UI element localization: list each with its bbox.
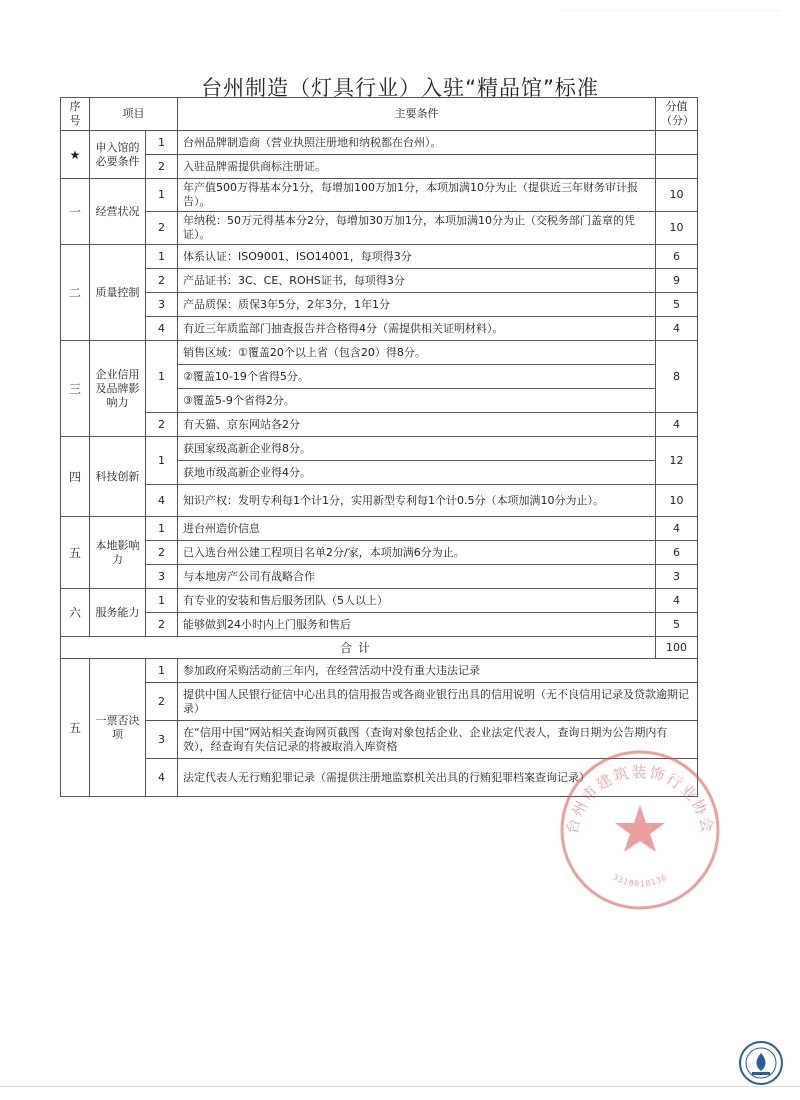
row-score: [656, 155, 698, 179]
header-score: 分值（分）: [656, 98, 698, 131]
veto-row-condition: 在“信用中国”网站相关查询网页截图（查询对象包括企业、企业法定代表人，查询日期为公告期内有效），经查询有失信记录的将被取消入库资格: [178, 721, 698, 759]
table-row: [61, 485, 698, 517]
veto-category: 一票否决项: [90, 659, 146, 797]
row-condition: 已入选台州公建工程项目名单2分/家，本项加满6分为止。: [178, 541, 656, 565]
table-row: [61, 565, 698, 589]
header-condition: 主要条件: [178, 98, 656, 131]
total-label: 合计: [61, 637, 656, 659]
row-number: 2: [146, 155, 178, 179]
row-condition: 与本地房产公司有战略合作: [178, 565, 656, 589]
footer-line: [0, 1086, 800, 1087]
table-row: [61, 517, 698, 541]
row-score: 9: [656, 269, 698, 293]
row-number: 1: [146, 341, 178, 413]
row-number: 4: [146, 485, 178, 517]
table-row: [61, 179, 698, 212]
row-number: 3: [146, 293, 178, 317]
row-score: 10: [656, 179, 698, 212]
total-row: [61, 637, 698, 659]
row-number: 2: [146, 269, 178, 293]
row-number: 2: [146, 413, 178, 437]
row-score: 6: [656, 541, 698, 565]
page-title: 台州制造（灯具行业）入驻“精品馆”标准: [201, 76, 599, 100]
table-row: [61, 613, 698, 637]
seal-text: 台州市建筑装饰行业协会: [562, 763, 718, 836]
row-condition: 能够做到24小时内上门服务和售后: [178, 613, 656, 637]
row-condition: 产品证书：3C、CE、ROHS证书，每项得3分: [178, 269, 656, 293]
table-row: [61, 413, 698, 437]
header-seq: 序号: [61, 98, 90, 131]
section-seq: 六: [61, 589, 90, 637]
veto-row-number: 3: [146, 721, 178, 759]
table-row: [61, 437, 698, 461]
section-seq: 五: [61, 517, 90, 589]
row-condition: 有近三年质监部门抽查报告并合格得4分（需提供相关证明材料）。: [178, 317, 656, 341]
row-number: 1: [146, 179, 178, 212]
table-row: [61, 245, 698, 269]
row-condition: 产品质保：质保3年5分，2年3分，1年1分: [178, 293, 656, 317]
row-score: 12: [656, 437, 698, 485]
section-category: 经营状况: [90, 179, 146, 245]
row-score: 4: [656, 317, 698, 341]
table-row: [61, 293, 698, 317]
row-score: 10: [656, 485, 698, 517]
table-row: [61, 131, 698, 155]
row-number: 1: [146, 589, 178, 613]
row-score: 4: [656, 589, 698, 613]
row-score: 5: [656, 293, 698, 317]
total-score: 100: [656, 637, 698, 659]
veto-row-condition: 提供中国人民银行征信中心出具的信用报告或各商业银行出具的信用说明（无不良信用记录及贷款逾期记录）: [178, 683, 698, 721]
veto-row: [61, 683, 698, 721]
section-category: 申入馆的必要条件: [90, 131, 146, 179]
veto-row-number: 4: [146, 759, 178, 797]
table-row: [61, 317, 698, 341]
section-category: 质量控制: [90, 245, 146, 341]
row-condition: 年产值500万得基本分1分，每增加100万加1分，本项加满10分为止（提供近三年财务审计报告）。: [178, 179, 656, 212]
association-logo-icon: [738, 1040, 784, 1086]
row-score: 8: [656, 341, 698, 413]
header-row: [61, 98, 698, 131]
section-seq: 三: [61, 341, 90, 437]
row-score: 3: [656, 565, 698, 589]
row-number: 2: [146, 212, 178, 245]
row-score: 10: [656, 212, 698, 245]
row-condition: 销售区域：①覆盖20个以上省（包含20）得8分。: [178, 341, 656, 365]
row-condition: 获地市级高新企业得4分。: [178, 461, 656, 485]
table-row: [61, 212, 698, 245]
veto-row-condition: 法定代表人无行贿犯罪记录（需提供注册地监察机关出具的行贿犯罪档案查询记录）: [178, 759, 698, 797]
row-score: 4: [656, 413, 698, 437]
row-condition: 台州品牌制造商（营业执照注册地和纳税都在台州）。: [178, 131, 656, 155]
row-condition: 体系认证：ISO9001、ISO14001，每项得3分: [178, 245, 656, 269]
table-row: [61, 589, 698, 613]
row-score: 4: [656, 517, 698, 541]
section-category: 服务能力: [90, 589, 146, 637]
seal-star-icon: [615, 805, 665, 852]
top-edge-line: [560, 10, 780, 11]
veto-row: [61, 721, 698, 759]
section-seq: 二: [61, 245, 90, 341]
row-condition: 进台州造价信息: [178, 517, 656, 541]
row-condition: 获国家级高新企业得8分。: [178, 437, 656, 461]
veto-row-number: 1: [146, 659, 178, 683]
section-seq: 一: [61, 179, 90, 245]
row-condition: ③覆盖5-9个省得2分。: [178, 389, 656, 413]
row-score: 5: [656, 613, 698, 637]
section-category: 企业信用及品牌影响力: [90, 341, 146, 437]
table-row: [61, 269, 698, 293]
section-category: 本地影响力: [90, 517, 146, 589]
row-condition: 有专业的安装和售后服务团队（5人以上）: [178, 589, 656, 613]
veto-seq: 五: [61, 659, 90, 797]
seal-code: 3310010136: [611, 872, 669, 889]
header-item: 项目: [90, 98, 178, 131]
standards-table: [60, 97, 698, 797]
row-number: 1: [146, 245, 178, 269]
row-number: 1: [146, 131, 178, 155]
table-row: [61, 155, 698, 179]
row-number: 3: [146, 565, 178, 589]
row-score: [656, 131, 698, 155]
row-condition: 知识产权：发明专利每1个计1分，实用新型专利每1个计0.5分（本项加满10分为止）。: [178, 485, 656, 517]
veto-row-condition: 参加政府采购活动前三年内，在经营活动中没有重大违法记录: [178, 659, 698, 683]
section-seq: 四: [61, 437, 90, 517]
row-condition: 入驻品牌需提供商标注册证。: [178, 155, 656, 179]
table-row: [61, 341, 698, 365]
row-condition: 有天猫、京东网站各2分: [178, 413, 656, 437]
row-number: 4: [146, 317, 178, 341]
row-number: 1: [146, 437, 178, 485]
section-seq: ★: [61, 131, 90, 179]
row-number: 2: [146, 613, 178, 637]
row-condition: 年纳税：50万元得基本分2分，每增加30万加1分，本项加满10分为止（交税务部门盖章的凭证）。: [178, 212, 656, 245]
section-category: 科技创新: [90, 437, 146, 517]
row-condition: ②覆盖10-19个省得5分。: [178, 365, 656, 389]
veto-row: [61, 659, 698, 683]
row-number: 1: [146, 517, 178, 541]
row-number: 2: [146, 541, 178, 565]
svg-text:3310010136: [611, 873, 669, 889]
row-score: 6: [656, 245, 698, 269]
veto-row: [61, 759, 698, 797]
veto-row-number: 2: [146, 683, 178, 721]
table-row: [61, 541, 698, 565]
